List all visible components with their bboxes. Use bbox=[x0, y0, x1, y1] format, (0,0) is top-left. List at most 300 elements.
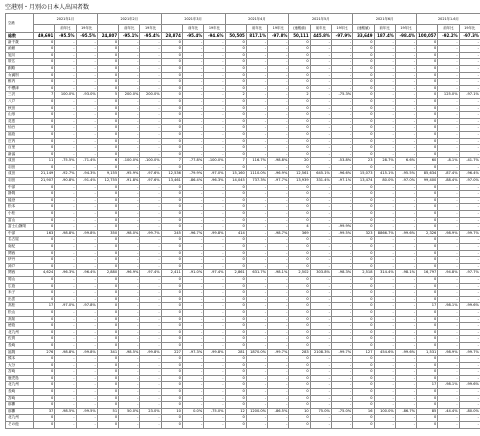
subcol-header: 前年比 bbox=[310, 25, 331, 33]
table-cell: -98.5% bbox=[55, 408, 76, 415]
table-cell: - bbox=[55, 316, 76, 323]
table-cell: - bbox=[140, 316, 161, 323]
table-cell: - bbox=[55, 79, 76, 86]
table-cell: - bbox=[331, 316, 352, 323]
table-cell: - bbox=[204, 112, 225, 119]
table-cell: 0 bbox=[97, 118, 118, 125]
airport-name: 中標津 bbox=[6, 85, 34, 92]
table-cell: - bbox=[119, 316, 140, 323]
table-cell: - bbox=[140, 382, 161, 389]
table-cell: 0 bbox=[417, 395, 438, 402]
table-cell: - bbox=[310, 283, 331, 290]
table-cell: 0 bbox=[161, 323, 182, 330]
table-row bbox=[6, 112, 480, 119]
table-cell: - bbox=[310, 98, 331, 105]
table-cell: - bbox=[140, 204, 161, 211]
table-cell: 125.0% bbox=[438, 92, 459, 99]
table-cell: 0 bbox=[97, 329, 118, 336]
table-cell: 0 bbox=[97, 112, 118, 119]
airport-name: 函館 bbox=[6, 46, 34, 53]
table-cell: 0 bbox=[289, 39, 310, 46]
month-header: 2021年2月 bbox=[97, 14, 161, 25]
table-row bbox=[6, 85, 480, 92]
table-cell: - bbox=[331, 204, 352, 211]
table-cell: - bbox=[268, 342, 289, 349]
table-cell: 0 bbox=[225, 389, 246, 396]
table-cell: 331.4% bbox=[310, 178, 331, 185]
table-cell: - bbox=[246, 131, 267, 138]
table-cell: 0 bbox=[34, 118, 55, 125]
table-cell: - bbox=[55, 197, 76, 204]
table-cell: - bbox=[268, 59, 289, 66]
table-cell: - bbox=[140, 211, 161, 218]
table-row bbox=[6, 296, 480, 303]
subcol-header bbox=[417, 25, 438, 33]
table-cell: 2,518 bbox=[353, 270, 374, 277]
table-cell: 7 bbox=[34, 92, 55, 99]
table-cell: - bbox=[268, 422, 289, 429]
table-cell: - bbox=[182, 79, 203, 86]
table-cell: - bbox=[182, 92, 203, 99]
table-cell: - bbox=[204, 217, 225, 224]
header-row-subcols bbox=[6, 25, 480, 33]
table-cell: 0 bbox=[225, 131, 246, 138]
table-cell: - bbox=[459, 356, 480, 363]
table-cell: - bbox=[268, 191, 289, 198]
table-cell: -91.8% bbox=[119, 178, 140, 185]
table-cell: - bbox=[204, 79, 225, 86]
table-cell: -99.9% bbox=[331, 224, 352, 231]
table-cell: -99.8% bbox=[204, 230, 225, 237]
table-cell: - bbox=[438, 191, 459, 198]
table-cell: 0 bbox=[161, 237, 182, 244]
table-cell: - bbox=[459, 250, 480, 257]
table-cell: 0 bbox=[417, 138, 438, 145]
table-cell: - bbox=[459, 257, 480, 264]
table-cell: 0 bbox=[161, 217, 182, 224]
table-cell: - bbox=[140, 191, 161, 198]
table-cell: - bbox=[204, 39, 225, 46]
table-cell: -80.0% bbox=[459, 408, 480, 415]
airport-name: 八戸 bbox=[6, 98, 34, 105]
table-cell: - bbox=[374, 323, 395, 330]
table-cell: - bbox=[331, 303, 352, 310]
table-cell: - bbox=[140, 72, 161, 79]
table-cell: - bbox=[76, 59, 97, 66]
departure-table bbox=[5, 13, 480, 429]
airport-name: 富山 bbox=[6, 217, 34, 224]
table-cell: - bbox=[204, 422, 225, 429]
table-cell: - bbox=[374, 85, 395, 92]
table-cell: 50,111 bbox=[289, 33, 310, 40]
table-cell: - bbox=[374, 422, 395, 429]
table-cell: 0 bbox=[225, 151, 246, 158]
table-cell: 0 bbox=[289, 145, 310, 152]
table-cell: - bbox=[76, 46, 97, 53]
airport-name: 高松 bbox=[6, 303, 34, 310]
airport-name: 関西 bbox=[6, 250, 34, 257]
table-cell: - bbox=[246, 323, 267, 330]
table-cell: 14,045 bbox=[225, 178, 246, 185]
airport-name: 能登 bbox=[6, 197, 34, 204]
table-cell: 0 bbox=[417, 131, 438, 138]
table-row bbox=[6, 356, 480, 363]
table-cell: - bbox=[204, 197, 225, 204]
table-row bbox=[6, 224, 480, 231]
table-cell: - bbox=[140, 112, 161, 119]
table-cell: - bbox=[310, 323, 331, 330]
table-cell: - bbox=[182, 224, 203, 231]
table-cell: - bbox=[395, 46, 416, 53]
table-cell: - bbox=[331, 422, 352, 429]
table-cell: - bbox=[246, 375, 267, 382]
table-cell: 0 bbox=[161, 98, 182, 105]
table-cell: 0 bbox=[225, 283, 246, 290]
table-cell: 10 bbox=[161, 408, 182, 415]
table-cell: 0 bbox=[161, 197, 182, 204]
table-cell: - bbox=[204, 138, 225, 145]
table-cell: 0 bbox=[161, 257, 182, 264]
table-cell: 0 bbox=[289, 415, 310, 422]
table-cell: - bbox=[55, 257, 76, 264]
table-cell: - bbox=[331, 52, 352, 59]
table-cell: 85,634 bbox=[417, 171, 438, 178]
airport-name: 高知 bbox=[6, 316, 34, 323]
table-cell: 341 bbox=[97, 349, 118, 356]
table-cell: - bbox=[268, 356, 289, 363]
table-cell: - bbox=[119, 422, 140, 429]
table-cell: - bbox=[55, 39, 76, 46]
table-cell: -99.7% bbox=[459, 230, 480, 237]
table-cell: 0 bbox=[353, 105, 374, 112]
table-cell: 0 bbox=[353, 112, 374, 119]
table-cell: - bbox=[459, 52, 480, 59]
table-cell: 0 bbox=[161, 362, 182, 369]
table-cell: - bbox=[374, 415, 395, 422]
table-cell: 0 bbox=[353, 356, 374, 363]
table-cell: - bbox=[119, 98, 140, 105]
table-cell: 50.0% bbox=[119, 408, 140, 415]
table-cell: 0 bbox=[225, 224, 246, 231]
table-cell: - bbox=[268, 263, 289, 270]
table-cell: - bbox=[76, 276, 97, 283]
table-cell: - bbox=[204, 105, 225, 112]
table-cell: - bbox=[459, 290, 480, 297]
table-cell: - bbox=[140, 138, 161, 145]
table-cell: - bbox=[268, 131, 289, 138]
table-cell: - bbox=[310, 39, 331, 46]
table-cell: - bbox=[246, 112, 267, 119]
page-title: 空港別・月別の日本人出国者数 bbox=[5, 4, 90, 11]
table-cell: 0 bbox=[353, 224, 374, 231]
table-cell: - bbox=[204, 309, 225, 316]
table-cell: - bbox=[374, 316, 395, 323]
airport-name: 北九州 bbox=[6, 382, 34, 389]
table-row bbox=[6, 211, 480, 218]
table-cell: - bbox=[55, 224, 76, 231]
table-cell: - bbox=[310, 342, 331, 349]
airport-name: 成田 bbox=[6, 158, 34, 165]
table-cell: 0 bbox=[34, 105, 55, 112]
table-cell: - bbox=[310, 296, 331, 303]
airport-name: 長崎 bbox=[6, 389, 34, 396]
subcol-header: 19年比 bbox=[395, 25, 416, 33]
table-cell: - bbox=[331, 402, 352, 409]
table-cell: - bbox=[182, 402, 203, 409]
table-cell: 127 bbox=[353, 349, 374, 356]
table-cell: 7 bbox=[225, 158, 246, 165]
table-cell: - bbox=[438, 79, 459, 86]
table-cell: -95.5% bbox=[395, 171, 416, 178]
table-cell: -94.3% bbox=[76, 171, 97, 178]
table-cell: - bbox=[374, 197, 395, 204]
table-cell: 0 bbox=[417, 369, 438, 376]
table-row bbox=[6, 158, 480, 165]
table-row bbox=[6, 79, 480, 86]
table-cell: - bbox=[268, 204, 289, 211]
table-cell: - bbox=[331, 415, 352, 422]
table-cell: 0 bbox=[161, 395, 182, 402]
table-cell: - bbox=[310, 118, 331, 125]
table-cell: 0 bbox=[417, 296, 438, 303]
table-cell: - bbox=[55, 375, 76, 382]
table-cell: - bbox=[119, 296, 140, 303]
table-cell: 0 bbox=[225, 39, 246, 46]
table-cell: - bbox=[395, 98, 416, 105]
table-cell: - bbox=[204, 303, 225, 310]
table-cell: - bbox=[438, 59, 459, 66]
table-cell: -86.5% bbox=[268, 408, 289, 415]
table-cell: -98.0% bbox=[119, 230, 140, 237]
table-cell: - bbox=[268, 382, 289, 389]
table-cell: - bbox=[374, 46, 395, 53]
table-cell: - bbox=[246, 224, 267, 231]
table-cell: - bbox=[374, 283, 395, 290]
table-cell: 0 bbox=[97, 422, 118, 429]
table-cell: 11 bbox=[34, 158, 55, 165]
table-cell: - bbox=[182, 356, 203, 363]
table-row bbox=[6, 323, 480, 330]
table-cell: 0 bbox=[161, 316, 182, 323]
table-cell: - bbox=[182, 276, 203, 283]
table-cell: - bbox=[459, 191, 480, 198]
table-cell: - bbox=[395, 237, 416, 244]
table-cell: 0 bbox=[97, 145, 118, 152]
table-cell: - bbox=[395, 65, 416, 72]
table-cell: 0 bbox=[417, 362, 438, 369]
airport-name: 関西 bbox=[6, 270, 34, 277]
table-cell: 0 bbox=[161, 79, 182, 86]
table-cell: - bbox=[395, 138, 416, 145]
table-row bbox=[6, 263, 480, 270]
table-cell: - bbox=[204, 369, 225, 376]
table-cell: -87.4% bbox=[438, 171, 459, 178]
table-cell: - bbox=[438, 356, 459, 363]
table-cell: 12,755 bbox=[97, 178, 118, 185]
table-cell: 0 bbox=[289, 369, 310, 376]
table-cell: 0 bbox=[353, 85, 374, 92]
table-cell: - bbox=[204, 244, 225, 251]
table-cell: - bbox=[246, 118, 267, 125]
table-cell: - bbox=[310, 105, 331, 112]
table-cell: 0 bbox=[289, 329, 310, 336]
table-cell: - bbox=[76, 72, 97, 79]
table-cell: - bbox=[182, 118, 203, 125]
table-cell: 200.0% bbox=[140, 92, 161, 99]
table-cell: 0 bbox=[353, 329, 374, 336]
table-cell: - bbox=[459, 323, 480, 330]
table-cell: - bbox=[246, 65, 267, 72]
table-cell: - bbox=[119, 290, 140, 297]
table-cell: - bbox=[119, 85, 140, 92]
table-cell: - bbox=[331, 336, 352, 343]
table-cell: - bbox=[55, 296, 76, 303]
table-cell: - bbox=[119, 39, 140, 46]
table-cell: 17 bbox=[417, 303, 438, 310]
table-cell: -94.6% bbox=[204, 33, 225, 40]
airport-name: 那覇 bbox=[6, 408, 34, 415]
table-cell: 33,649 bbox=[353, 33, 374, 40]
table-cell: - bbox=[182, 369, 203, 376]
table-cell: 0 bbox=[417, 356, 438, 363]
table-cell: - bbox=[119, 79, 140, 86]
table-cell: 0 bbox=[34, 184, 55, 191]
subcol-header bbox=[97, 25, 118, 33]
table-cell: - bbox=[374, 112, 395, 119]
table-cell: - bbox=[310, 257, 331, 264]
table-row bbox=[6, 329, 480, 336]
table-cell: - bbox=[374, 309, 395, 316]
table-cell: 0 bbox=[225, 375, 246, 382]
table-cell: - bbox=[182, 389, 203, 396]
table-cell: 1870.0% bbox=[246, 349, 267, 356]
table-cell: - bbox=[268, 98, 289, 105]
table-cell: 15,160 bbox=[225, 171, 246, 178]
month-header: 2021年4月 bbox=[225, 14, 289, 25]
table-cell: - bbox=[55, 244, 76, 251]
table-cell: - bbox=[459, 316, 480, 323]
table-cell: - bbox=[374, 164, 395, 171]
table-cell: 0 bbox=[289, 98, 310, 105]
table-cell: - bbox=[204, 131, 225, 138]
table-cell: - bbox=[140, 224, 161, 231]
table-cell: - bbox=[246, 263, 267, 270]
table-cell: 0 bbox=[34, 204, 55, 211]
airport-name: 大分 bbox=[6, 362, 34, 369]
table-cell: 0 bbox=[97, 336, 118, 343]
table-cell: - bbox=[310, 356, 331, 363]
table-cell: 0 bbox=[417, 276, 438, 283]
table-cell: 0 bbox=[353, 52, 374, 59]
table-cell: -96.9% bbox=[268, 171, 289, 178]
table-cell: - bbox=[140, 336, 161, 343]
table-cell: - bbox=[310, 336, 331, 343]
table-cell: 0 bbox=[353, 422, 374, 429]
table-row bbox=[6, 164, 480, 171]
table-cell: 0 bbox=[225, 329, 246, 336]
table-cell: - bbox=[140, 85, 161, 92]
table-cell: - bbox=[310, 224, 331, 231]
table-cell: - bbox=[331, 323, 352, 330]
table-cell: 0 bbox=[225, 105, 246, 112]
table-cell: -97.4% bbox=[140, 270, 161, 277]
table-cell: 0 bbox=[225, 323, 246, 330]
table-cell: - bbox=[438, 98, 459, 105]
table-cell: - bbox=[182, 342, 203, 349]
table-cell: 0 bbox=[353, 138, 374, 145]
table-cell: 0 bbox=[161, 46, 182, 53]
table-cell: 0 bbox=[289, 72, 310, 79]
table-row bbox=[6, 230, 480, 237]
table-cell: 0 bbox=[353, 342, 374, 349]
table-cell: 0 bbox=[417, 46, 438, 53]
table-cell: - bbox=[140, 118, 161, 125]
table-cell: - bbox=[246, 395, 267, 402]
table-cell: 0 bbox=[97, 39, 118, 46]
table-cell: -100.0% bbox=[140, 158, 161, 165]
table-cell: - bbox=[395, 217, 416, 224]
table-cell: - bbox=[310, 72, 331, 79]
airport-name: 富士山静岡 bbox=[6, 224, 34, 231]
table-cell: - bbox=[140, 342, 161, 349]
table-cell: - bbox=[438, 112, 459, 119]
table-cell: 0 bbox=[97, 382, 118, 389]
table-cell: - bbox=[119, 382, 140, 389]
airport-header: 空港 bbox=[6, 14, 34, 33]
table-cell: - bbox=[331, 257, 352, 264]
table-cell: 0 bbox=[97, 276, 118, 283]
table-cell: - bbox=[76, 402, 97, 409]
table-cell: - bbox=[246, 184, 267, 191]
table-cell: - bbox=[459, 263, 480, 270]
table-cell: - bbox=[182, 362, 203, 369]
table-cell: - bbox=[76, 389, 97, 396]
table-cell: 0 bbox=[353, 164, 374, 171]
table-cell: - bbox=[438, 184, 459, 191]
table-cell: - bbox=[182, 151, 203, 158]
table-cell: 100,057 bbox=[418, 33, 437, 38]
table-cell: 0 bbox=[289, 309, 310, 316]
table-cell: - bbox=[140, 250, 161, 257]
table-cell: - bbox=[204, 362, 225, 369]
table-cell: 0 bbox=[161, 39, 182, 46]
table-cell: 0 bbox=[417, 98, 438, 105]
table-cell: 21,149 bbox=[34, 171, 55, 178]
table-cell: - bbox=[459, 131, 480, 138]
table-cell: 0 bbox=[353, 145, 374, 152]
airport-name: 神戸 bbox=[6, 263, 34, 270]
table-cell: - bbox=[395, 72, 416, 79]
table-cell: 0 bbox=[225, 112, 246, 119]
table-cell: - bbox=[374, 375, 395, 382]
table-cell: 0 bbox=[289, 422, 310, 429]
table-cell: - bbox=[310, 244, 331, 251]
table-cell: 0 bbox=[34, 211, 55, 218]
table-cell: -97.7% bbox=[459, 270, 480, 277]
table-cell: - bbox=[119, 164, 140, 171]
table-cell: - bbox=[310, 395, 331, 402]
table-row bbox=[6, 52, 480, 59]
table-cell: - bbox=[140, 125, 161, 132]
table-cell: 0 bbox=[289, 237, 310, 244]
table-row bbox=[6, 257, 480, 264]
table-cell: -41.7% bbox=[459, 158, 480, 165]
table-cell: 817.1% bbox=[246, 33, 267, 40]
table-cell: - bbox=[374, 118, 395, 125]
table-cell: - bbox=[459, 389, 480, 396]
table-cell: - bbox=[76, 422, 97, 429]
table-cell: - bbox=[268, 197, 289, 204]
